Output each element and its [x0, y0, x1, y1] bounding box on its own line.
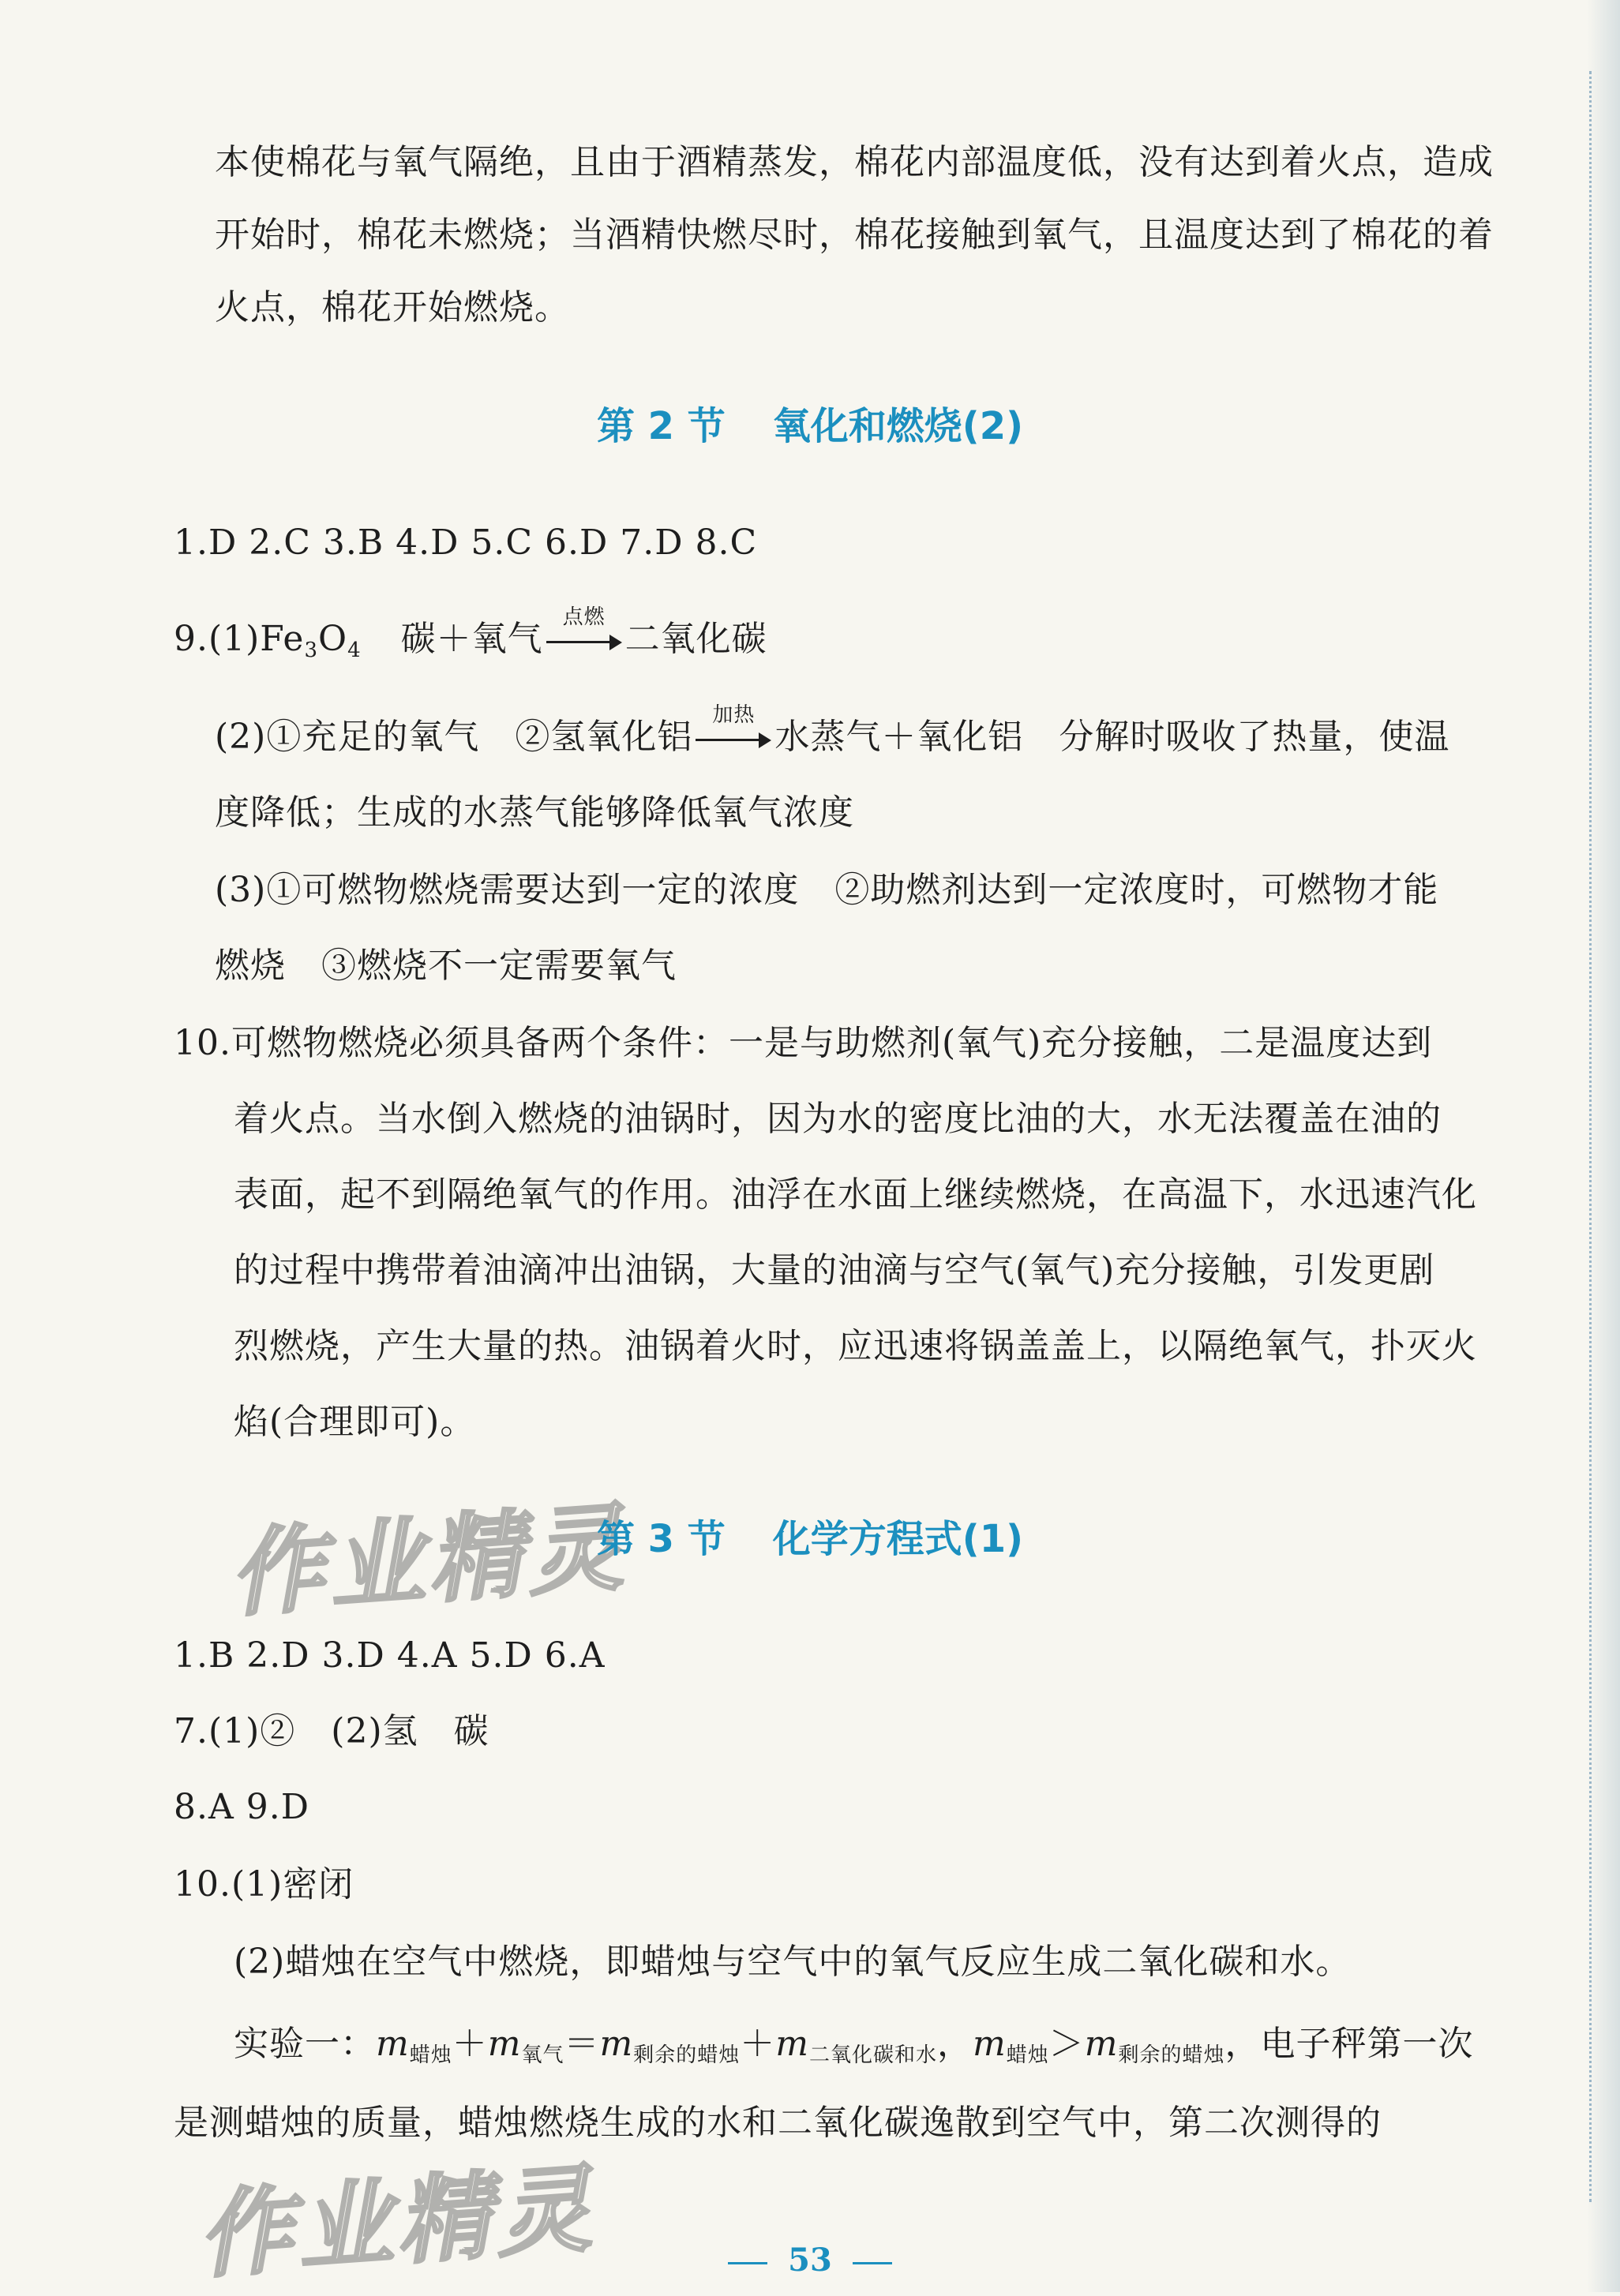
section-2-title: 氧化和燃烧(2): [772, 404, 1024, 448]
section-2-number: 第 2 节: [596, 404, 726, 448]
section-2-heading: [0, 401, 1620, 451]
intro-line-3: 火点，棉花开始燃烧。: [215, 287, 570, 328]
reaction-arrow: 点燃: [546, 628, 622, 655]
s3-last-line: 是测蜡烛的质量，蜡烛燃烧生成的水和二氧化碳逸散到空气中，第二次测得的: [174, 2103, 1382, 2143]
s3-q7: 7.(1)② (2)氢 碳: [174, 1711, 489, 1751]
s3-q10-1: 10.(1)密闭: [174, 1864, 354, 1905]
page-number: 53: [0, 2242, 1620, 2279]
s2-q9-3-cont: 燃烧 ③燃烧不一定需要氧气: [215, 946, 677, 986]
section-3-heading: [0, 1514, 1620, 1564]
s2-q9-3: (3)①可燃物燃烧需要达到一定的浓度 ②助燃剂达到一定浓度时，可燃物才能: [215, 870, 1439, 910]
watermark-logo: 作业精灵: [226, 1493, 631, 1631]
s3-answers-1-6: 1.B 2.D 3.D 4.A 5.D 6.A: [174, 1635, 606, 1676]
intro-line-2: 开始时，棉花未燃烧；当酒精快燃尽时，棉花接触到氧气，且温度达到了棉花的着: [215, 215, 1494, 255]
s2-answers-1-8: 1.D 2.C 3.B 4.D 5.C 6.D 7.D 8.C: [174, 522, 758, 563]
watermark-logo: 作业精灵: [194, 2154, 599, 2292]
s2-q10-line-5: 烈燃烧，产生大量的热。油锅着火时，应迅速将锅盖盖上，以隔绝氧气，扑灭火: [234, 1326, 1477, 1366]
intro-line-1: 本使棉花与氧气隔绝，且由于酒精蒸发，棉花内部温度低，没有达到着火点，造成: [215, 142, 1494, 182]
section-3-title: 化学方程式(1): [772, 1517, 1024, 1561]
reaction-arrow: 加热: [696, 726, 771, 753]
s2-q9-2: (2)①充足的氧气 ②氢氧化铝 加热 水蒸气＋氧化铝 分解时吸收了热量，使温: [215, 702, 1450, 757]
s3-experiment-1: 实验一：$m_{蜡烛}+m_{氧气}=m_{剩余的蜡烛}+m_{二氧化碳和水}$，$m_{蜡烛}>m_{剩余的蜡烛}$，电子秤第一次: [234, 2024, 1474, 2067]
s3-q8-q9: 8.A 9.D: [174, 1787, 309, 1827]
page-edge-shadow: [1587, 0, 1620, 2292]
s2-q10-line-4: 的过程中携带着油滴冲出油锅，大量的油滴与空气(氧气)充分接触，引发更剧: [234, 1250, 1435, 1290]
section-3-number: 第 3 节: [596, 1517, 726, 1561]
s2-q10-line-2: 着火点。当水倒入燃烧的油锅时，因为水的密度比油的大，水无法覆盖在油的: [234, 1099, 1442, 1139]
s2-q10-line-1: 10.可燃物燃烧必须具备两个条件：一是与助燃剂(氧气)充分接触，二是温度达到: [174, 1023, 1433, 1063]
binding-dotted-line: [1589, 71, 1592, 2202]
s2-q9-2-cont: 度降低；生成的水蒸气能够降低氧气浓度: [215, 792, 854, 833]
s2-q9-1: $9.(1)Fe_3O_4$ 碳＋氧气 点燃 二氧化碳: [174, 605, 767, 662]
s2-q10-line-6: 焰(合理即可)。: [234, 1402, 476, 1442]
s3-q10-2: (2)蜡烛在空气中燃烧，即蜡烛与空气中的氧气反应生成二氧化碳和水。: [234, 1942, 1352, 1982]
s2-q10-line-3: 表面，起不到隔绝氧气的作用。油浮在水面上继续燃烧，在高温下，水迅速汽化: [234, 1174, 1477, 1215]
